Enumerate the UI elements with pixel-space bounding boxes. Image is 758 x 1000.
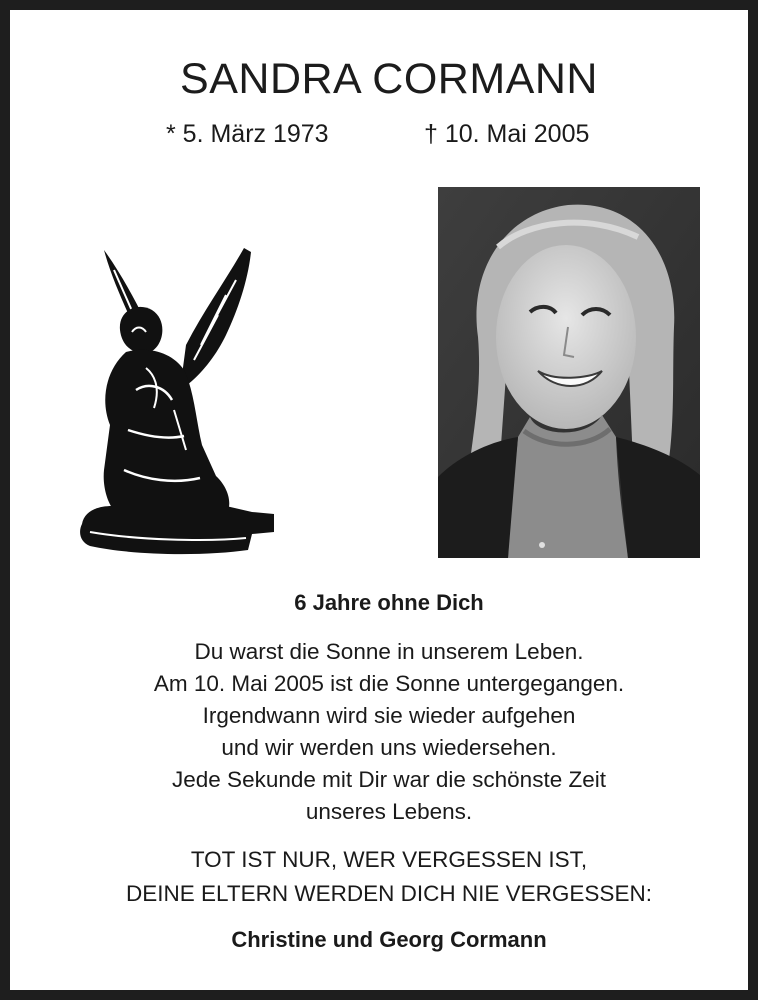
poem-line: unseres Lebens. xyxy=(305,799,473,824)
memorial-poem xyxy=(10,636,758,828)
poem-line: Du warst die Sonne in unserem Leben. xyxy=(194,639,584,664)
death-date: † 10. Mai 2005 xyxy=(424,120,590,148)
portrait-photo xyxy=(438,187,700,558)
closing-line: TOT IST NUR, WER VERGESSEN IST, xyxy=(190,847,588,872)
poem-line: und wir werden uns wiedersehen. xyxy=(221,735,557,760)
memorial-subtitle: 6 Jahre ohne Dich xyxy=(294,590,484,615)
closing-statement xyxy=(10,843,758,911)
angel-figurine-icon xyxy=(76,240,276,558)
deceased-name: SANDRA CORMANN xyxy=(180,55,598,103)
signature-names: Christine und Georg Cormann xyxy=(231,927,547,952)
birth-date: * 5. März 1973 xyxy=(166,120,329,148)
poem-line: Am 10. Mai 2005 ist die Sonne untergegangen. xyxy=(153,671,625,696)
closing-line: DEINE ELTERN WERDEN DICH NIE VERGESSEN: xyxy=(126,881,652,906)
poem-line: Jede Sekunde mit Dir war die schönste Zeit xyxy=(172,767,606,792)
poem-line: Irgendwann wird sie wieder aufgehen xyxy=(202,703,576,728)
